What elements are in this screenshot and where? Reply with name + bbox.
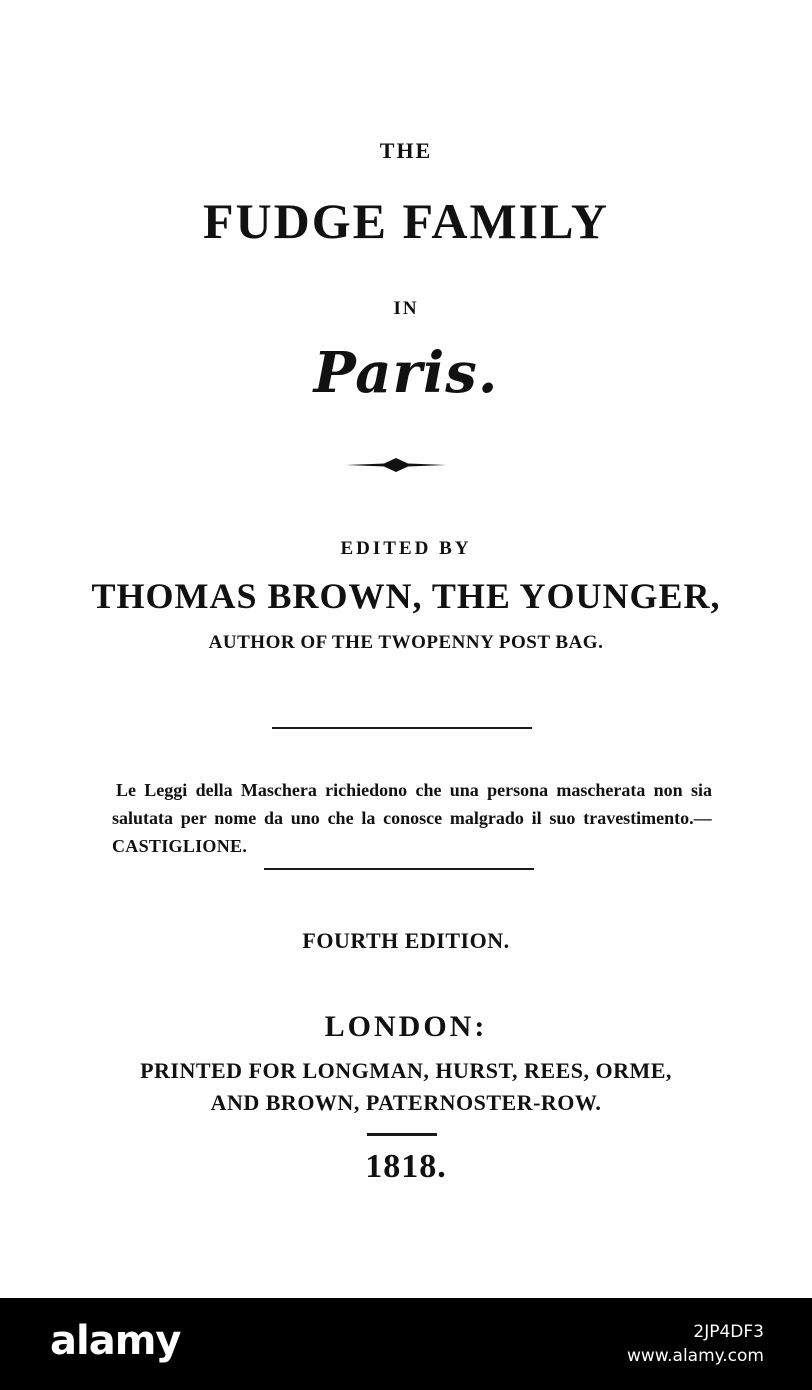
watermark-bar (0, 1298, 812, 1390)
imprint-printer-line-2: AND BROWN, PATERNOSTER-ROW. (210, 1090, 602, 1115)
title-place: Paris. (313, 340, 499, 406)
editor-name: THOMAS BROWN, THE YOUNGER, (91, 576, 721, 616)
watermark-credit (627, 1320, 764, 1368)
title-preposition: IN (393, 298, 419, 319)
epigraph-attribution: —CASTIGLIONE. (112, 808, 712, 856)
imprint-year: 1818. (365, 1148, 447, 1185)
imprint-city: LONDON: (324, 1010, 488, 1043)
epigraph (112, 776, 712, 860)
rule-above-epigraph (272, 727, 532, 729)
rule-above-year (367, 1133, 437, 1136)
edition-label: FOURTH EDITION. (302, 928, 510, 953)
imprint-printer-line-1: PRINTED FOR LONGMAN, HURST, REES, ORME, (140, 1058, 672, 1083)
epigraph-text: Le Leggi della Maschera richiedono che una persona mascherata non sia salutata per nome da uno che la conosce malgrado il suo travestimento. (112, 780, 712, 828)
author-credit: AUTHOR OF THE TWOPENNY POST BAG. (208, 632, 604, 653)
image-id: 2JP4DF3 (693, 1322, 764, 1342)
rule-below-epigraph (264, 868, 534, 870)
title-article: THE (379, 138, 433, 163)
site-url: www.alamy.com (626, 1346, 764, 1366)
alamy-logo: alamy (50, 1318, 181, 1364)
edited-by-label: EDITED BY (340, 538, 472, 559)
ornament-divider-icon (346, 455, 446, 475)
book-title: FUDGE FAMILY (203, 193, 609, 249)
